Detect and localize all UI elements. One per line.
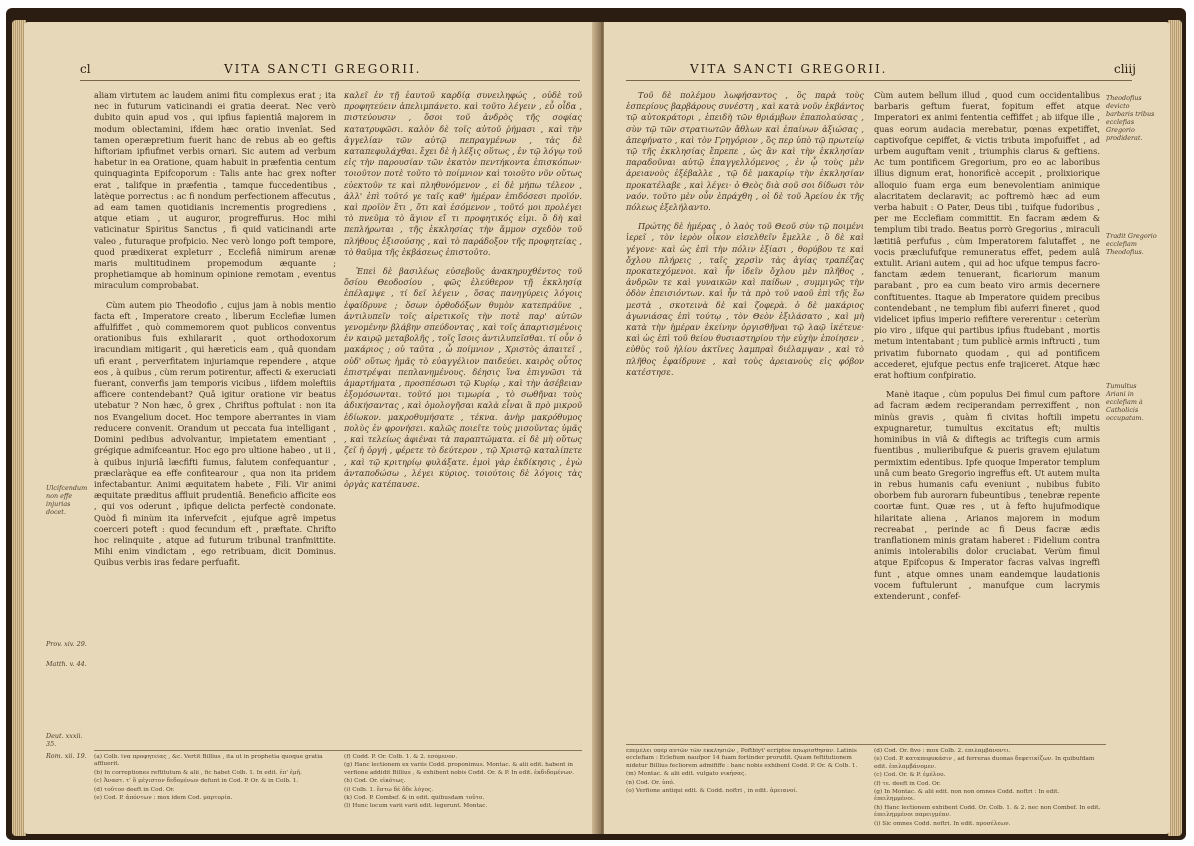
footnote: (m) Montac. & alii edit. vulgato νικήσας. [626,771,747,778]
right-greek-column [626,90,864,740]
right-footnote-rule [626,744,1106,745]
left-latin-column [94,90,336,746]
left-latin-paragraph-1: aliam virtutem ac laudem animi fitu complexus erat ; ita nec in futurum vaticinandi ei gratia deerat. Nec verò dubito quin apud vos , qui ipfius fapientiâ majorem in modum oblectamini, ifdem hæc oratio invenîat. Sed tamen operæpretium fuerit hanc de rebus ab eo geftis hiftoriam ipfiufmet verbis ornari. Sic autem ad verbum habetur in ea Oratione, quam habuit in præfentia centum quinquaginta Epifcoporum : Talis ante hac grex nofter erat , talifque in præfentia , tamque fuccedentibus , latèque porrectus : ac fi nondum perfectionem affecutus , ad eam tamen quotidianis incrementis progrediens , atque etiam , ut auguror, progreffurus. Hoc mihi vaticinatur Spiritus Sanctus , fi quid vaticinandi arte valeo , futuraque profpicio. Nec verò longo poft tempore, quod prædixerat expleturr , Ecclefiâ nimirum arenæ maris multitudinem propemodum æquante ; prophetiamque ab hominum opinione remotam , eventus miraculum comprobabat. [94,90,336,291]
right-greek-paragraph-1: Τοῦ δὲ πολέμου λωφήσαντος , ὃς παρὰ τοὺς ἑσπερίους βαρβάρους συνέστη , καὶ κατὰ νοῦν ἐκβάντος τῷ αὐτοκράτορι , ἐπειδὴ τῶν θριάμβων ἐπαπολαύσας , σὺν τῷ τῶν στρατιωτῶν ἄθλων καὶ ἐπαίνων ἀξιώσας , ἀπεφήνατο , καὶ τὸν Γρηγόριον , ὃς περ ὑπὸ τῷ πρωτείῳ τῷ τῆς ἐκκλησίας ἔπρεπε , ὡς ἂν καὶ τὴν ἐκκλησίαν παραδοῦναι αὐτῷ ἐπαγγελλόμενος , ἐν ᾧ τοὺς μὲν ἀρειανοὺς ἐξέβαλλε , τῷ δὲ μακαρίῳ τὴν ἐκκλησίαν προκατέλαβε , καὶ λέγει· ὁ Θεὸς διὰ σοῦ σοι δίδωσι τὸν ναόν. τοῦτο μὲν οὖν ἐπράχθη , οἱ δὲ τοῦ Ἀρείου ἐκ τῆς πόλεως ἐξελήλαντο. [626,90,864,213]
left-latin-paragraph-2: Cùm autem pio Theodofio , cujus jam à nobis mentio facta eft , Imperatore creato , liberum Ecclefiæ lumen affulfiffet , quò commemorem quot publicos conventus orationibus fuis exhilararit , quot orthodoxorum iracundiam mitigarit , qui hæreticis eam , quâ quondam ufi erant , perverfitatem injuriamque rependere , atque eos , à quibus , cùm rerum potirentur, affecti & exeruciati fuerant, converfis jam temporis vicibus , iifdem moleftiis afficere contendebant? Quâ igitur oratione vir beatus utebatur ? Non hæc, ô grex , Chriftus poftulat : non ita nos Evangelium docet. Hoc tempore aberrantes in viam reducere convenit. Orandum ut peccata fua intelligant , Domini pedibus advolvantur, impietatem ementiant , grégique admifceantur. Hoc ego pro ultione habeo , ut ii , à quibus injuriâ læcfifti fumus, falutem confequantur , præclaràque ea effe confitearour , qua non ita pridem infectabantur. Animi æquitatem habete , Fili. Vir animi æquitate præditus affluit prudentiâ. Beneficio afficite eos , qui vos oderunt , ipfique delicta perfectè condonate. Quòd fi minùm ita infervefcit , ejufque agrê impetus coerceri poteft : quod fecundum eft , præftate. Chrifto hoc relinquite , atque ad futurum tribunal tranfmittite. Mihi enim vindictam , ego retribuam, dicit Dominus. Quibus verbis iras fedare perfuafit. [94,299,336,568]
footnote: (e) Cod. P. καταπεφυκάσιν , ad ferreras duonas δεφετικίζων. In quibufdam edit. ἐπιλαμβάνομεν. [874,756,1095,770]
left-page [24,22,598,834]
right-footnotes-greek [626,748,862,828]
right-greek-paragraph-2: Πρώτης δὲ ἡμέρας , ὁ λαὸς τοῦ Θεοῦ σὺν τῷ ποιμένι ἱερεῖ , τὸν ἱερὸν οἶκον εἰσελθεῖν ἔμελλε , ὃ δὲ καὶ γέγονε· καὶ ὡς ἐπὶ τὴν πόλιν ἐξίασι , θορύβου τε καὶ ὄχλου πλήρεις , ταῖς χερσὶν τὰς ἁγίας τραπέζας προκατεχόμενοι. καὶ ἦν ἰδεῖν ὄχλου μὲν πλῆθος , ἀνδρῶν τε καὶ γυναικῶν καὶ παίδων , συμμιγῶς τὴν ὁδὸν ἐπεισιόντων. καὶ ἦν τὰ πρὸ τοῦ ναοῦ ἐπὶ τῆς ἕω μεστὰ , σκοτεινὰ δὲ καὶ ζοφερὰ. ὁ δὲ μακάριος ἀγωνιάσας ἐπὶ τούτῳ , τὸν Θεὸν ἐξιλάσατο , καὶ μὴ κατὰ τὴν ἡμέραν ἐκείνην ὀργισθῆναι τῷ λαῷ ἱκέτευε· καὶ ὡς ἐπὶ τοῦ θείου θυσιαστηρίου τὴν εὐχὴν ἐποίησεν , εὐθὺς τοῦ ἡλίου ἀκτῖνες λαμπραὶ διέλαμψαν , καὶ τὸ πλῆθος ἐφαίδρυνε , καὶ τοὺς ἀρειανοὺς εἰς φόβον κατέστησε. [626,221,864,377]
left-margin-note-1: Ulcifcendum non effe injurias docet. [46,484,88,516]
left-footnotes-greek [344,754,582,828]
right-latin-paragraph-1: Cùm autem bellum illud , quod cum occidentalibus barbaris geftum fuerat, fopitum effet atque Imperatori ex animi fententia ceffiffet ; ab iifque ille , quas eorum audacia merebatur, pœnas expetiffet, captivofque cepiffet, & victis tributa impofuiffet , ad urbem auguftam venit , triumphis clarus & geftiens. Ac tum pontificem Gregorium, pro eo ac laboribus illius dignum erat, honorificè accepit , prolixiorique alloquio fuam erga eum benevolentiam animique alacritatem declaravit; ac poftremò hæc ad eum verba habuit : O Pater, Deus tibi , tuifque fudoribus , per me Ecclefiam committit. En facram ædem & templum tibi trado. Beatus porrò Gregorius , miraculi lætitiâ perfufus , cùm Imperatorem falutaffet , ne vocis præclufufque remuneratus effet, pedem aulâ extulit. Ariani autem , qui ad hoc ufque tempus facro-fanctam ædem tenuerant, ficariorum manum parabant , pro ea cum beato viro armis decernere conftituentes. Itaque ab Imperatore quidem precibus contendebant , ne templum fibi auferri fineret , quod videlicet ipfius imperio refiftere vererentur : ceterùm pio viro , iifque qui partibus ipfius ftudebant , mortis metum intentabant ; tum publicè armis inftructi , tum privatim fubornato quodam , qui ad pontificem accederet, ejufque pectus enfe trajiceret. Atque hæc erat hoftium confpiratio. [874,90,1100,381]
book [6,8,1186,840]
footnote: (o) Verfione antiqui edit. & Codd. noftri , in edit. ἀρειανοί. [626,788,798,795]
right-margin-note-2: Tradit Gregorio ecclefiam Theodofius. [1106,232,1157,256]
footnote: (c) Ἀναστ. τ' ὅ μέγιστον δεδομένων defunt in Cod. P. Or. & in Colb. 1. [94,778,299,785]
left-margin-note-2: Prov. xiv. 29. [46,640,87,648]
footnote: (c) Cod. Or. & P. ἐμέλου. [874,772,946,779]
footnote: (n) Cod. Or. ὑπό. [626,779,675,786]
left-greek-paragraph-2: Ἐπεὶ δὲ βασιλέως εὐσεβοῦς ἀνακηρυχθέντος τοῦ ὅσίου Θεοδοσίου , φῶς ἐλεύθερον τῇ ἐκκλησίᾳ ἐπέλαμψε , τί δεῖ λέγειν , ὅσας πανηγύρεις λόγοις ἐφαίδρυνε ; ὅσων ὀρθοδόξων θυμὸν κατεπράϋνε , ἀντιλυπεῖν τοῖς αἱρετικοῖς τὴν ποτὲ παρ' αὐτῶν γενομένην βλάβην σπεύδοντας , καὶ τοῖς ἀπαρτισμένοις ἐν καιρῷ μεταβολῆς , τοῖς ἴσοις ἀντιλυπεῖσθαι. τί οὖν ὁ μακάριος ; οὐ ταῦτα , ὦ ποίμνιον , Χριστὸς ἀπαιτεῖ , οὐδ' οὕτως ἡμᾶς τὸ εὐαγγέλιον παιδεύει. καιρὸς οὗτος ἐπιστρέψαι πεπλανημένους. δέησις ἵνα ἐπιγνῶσι τὰ ἁμαρτήματα , προσπέσωσι τῷ Κυρίῳ , καὶ τὴν ἀσέβειαν ἐξομόσωνται. τοῦτό μοι τιμωρία , τὸ σωθῆναι τοὺς ἀδικήσαντας , καὶ ὁμολογῆσαι καλὰ εἶναι ἃ πρὸ μικροῦ ἐδίωκον. μακροθυμήσατε , τέκνα. ἀνὴρ μακρόθυμος πολὺς ἐν φρονήσει. καλῶς ποιεῖτε τοὺς μισοῦντας ὑμᾶς , καὶ τελείως ἀφιέναι τὰ παραπτώματα. εἰ δὲ μὴ οὕτως ζεῖ ἡ ὀργή , φέρετε τὸ δεύτερον , τῷ Χριστῷ καταλίπετε , καὶ τῷ κριτηρίῳ φυλάξατε. ἐμοὶ γὰρ ἐκδίκησις , ἐγὼ ἀνταποδώσω , λέγει κύριος. τοιούτοις δὲ λόγοις τὰς ὀργὰς κατέπαυσε. [344,266,582,489]
right-page [604,22,1170,834]
footnote: (e) Cod. P. ἀπόντων : mox idem Cod. μαρτυρία. [94,795,233,802]
footnote: (g) Hanc lectionem ex variis Codd. proponimus. Montac. & alii edit. habent in verfione addidit Billius , & exhibent nobis Codd. Or. & P. In edit. ἐκδιδομένων. [344,762,574,776]
footnote: (d) Cod. Or. fivo : mox Colb. 2. ἐπιλαμβάνοντι. [874,748,1011,754]
footnote: (h) Cod. Or. εἰκότως. [344,778,406,785]
footnote: (i) Colb. 1. ἔστω δὲ ὅδε λόγος. [344,786,434,793]
footnote: (f) Codd. P. Or. Colb. 1. & 2. ἐσόμενον. [344,754,458,760]
footnote: (l) Hunc locum varii varii edit. legerunt. Montac. [344,803,488,810]
footnote: (a) Colb. ἵνα προφητείας , &c. Vertit Billius , ita ut in prophetia quoque gratia affluerit. [94,754,323,768]
right-page-number: cliij [1114,62,1136,76]
left-head-rule [80,80,580,81]
footnote: (f) τε. deeft in Cod. Or. [874,780,941,787]
right-page-edges [1168,20,1182,836]
footnote: (b) In correptiones reftitutum & alii , fic habet Colb. 1. In edit. ἐπ' ἐμῆ. [94,769,302,776]
footnote: (k) Cod. P. Combef. & in edit. quibusdam τοῦτο. [344,795,485,802]
footnote: (i) Sic omnes Codd. noftri. In edit. προσέλεων. [874,820,1011,827]
left-greek-paragraph-1: καλεῖ ἐν τῇ ἑαυτοῦ καρδίᾳ συνειληφώς , οὐδὲ τοῦ προφητεύειν ἀπελιμπάνετο. καὶ τοῦτο λέγειν , εὖ οἶδα , πιστεύουσιν , ὅσοι τοῦ ἀνδρὸς τῆς σοφίας κατατρυφῶσι. καλὸν δὲ τοῖς αὐτοῦ ῥήμασι , καὶ τὴν ἀγγελίαν τῶν αὐτῷ πεπραγμένων , τὰς δὲ καταπεφυλάχθαι. ἔχει δὲ ἡ λέξις οὕτως , ἐν τῷ λόγῳ τοῦ εἰς τὴν παρουσίαν τῶν ἑκατὸν πεντήκοντα ἐπισκόπων· τοιοῦτον ποτὲ τοῦτο τὸ ποίμνιον καὶ τοιοῦτο νῦν οὕτως εὐεκτοῦν τε καὶ πληθυνόμενον , εἰ δὲ μήπω τέλεον , ἀλλ' ἐπὶ τοῦτό γε ταῖς καθ' ἡμέραν ἐπιδόσεσι προϊόν. καὶ προϊὸν ἔτι , ὅτι καὶ ἐσόμενον , τοῦτό μοι προλέγει τὸ πνεῦμα τὸ ἅγιον εἴ τι προφητικός εἰμι. ὃ δὴ καὶ πεπλήρωται , τῆς ἐκκλησίας τὴν ἄμμον σχεδὸν τοῦ πλήθους ἐξισούσης , καὶ τὸ παράδοξον τῆς προφητείας , τὸ θαῦμα τῆς ἐκβάσεως ἐπιστοῦτο. [344,90,582,257]
footnote: (d) τοῦτον deeft in Cod. Or. [94,786,175,793]
left-footnotes-latin [94,754,330,828]
left-page-number: cl [80,62,91,76]
left-running-head: VITA SANCTI GREGORII. [224,62,422,76]
footnote: (g) In Montac. & alii edit. non non omnes Codd. noftri : In edit. ἐπειλημμένοι. [874,789,1060,803]
right-margin-note-3: Tumultus Ariani in ecclefiam à Catholicis occupatam. [1106,382,1144,422]
left-margin-note-5: Rom. xii. 19. [46,752,87,760]
right-margin-note-1: Theodofius devicto barbaris tribus ecclefias Gregorio prodiderat. [1106,94,1155,142]
footnote: (h) Hanc lectionem exhibent Codd. Or. Colb. 1. & 2. nec non Combef. In edit. ἐπειλημμένοι παρειγμέαν. [874,804,1101,819]
left-greek-column [344,90,582,746]
right-footnotes-latin [874,748,1102,828]
right-running-head: VITA SANCTI GREGORII. [690,62,888,76]
left-margin-note-3: Matth. v. 44. [46,660,87,668]
right-latin-paragraph-2: Manè itaque , cùm populus Dei fimul cum paftore ad facram ædem reciperandam perrexiffent , non minùs gravis , quàm fi civitas hoftili impetu expugnaretur, tumultus excitatus eft; multis hominibus in viâ & diftegis ac triftegis cum armis fuentibus , mulieribufque & pueris gravem ejulatum permixtim edentibus. Ipfe quoque Imperator templum unâ cum beato Gregorio ingreffus eft. Ut autem multa in rebus humanis cafu eveniunt , nubibus fubito oborbem fub aurorarn fubeuntibus , tenebræ repente coortæ funt. Quæ res , ut à fefto hujufmodique hilaritate aliena , Arianos majorem in modum recreabat , perinde ac fi Deus facræ ædis tranflationem minis gratam haberet : Fidelium contra animis intolerabilis dolor cruciabat. Verùm fimul atque Epifcopus & Imperator facras valvas ingreffi funt , atque omnes unam eandemque laudationis vocem fuftulerunt , manufque cum lacrymis extenderunt , confef- [874,389,1100,601]
right-head-rule [626,80,1132,81]
footnote: ἐπεμέλει ὑπὲρ αὐτῶν τῶν ἐκκλησιῶν , Poftbiyt' ecriptos ἀπωρίσθησαν. Latinis ecclefiam : Eclefium naufpor 14 fuam fortinder prorudit. Quam feftitutionem nidetur Billius fecliorem admififfe : hanc nobis exhibent Codd. P. Or. & Colb. 1. [626,748,858,769]
right-latin-column [874,90,1100,740]
left-margin-note-4: Deut. xxxii. 35. [46,732,83,748]
left-footnote-rule [94,750,582,751]
